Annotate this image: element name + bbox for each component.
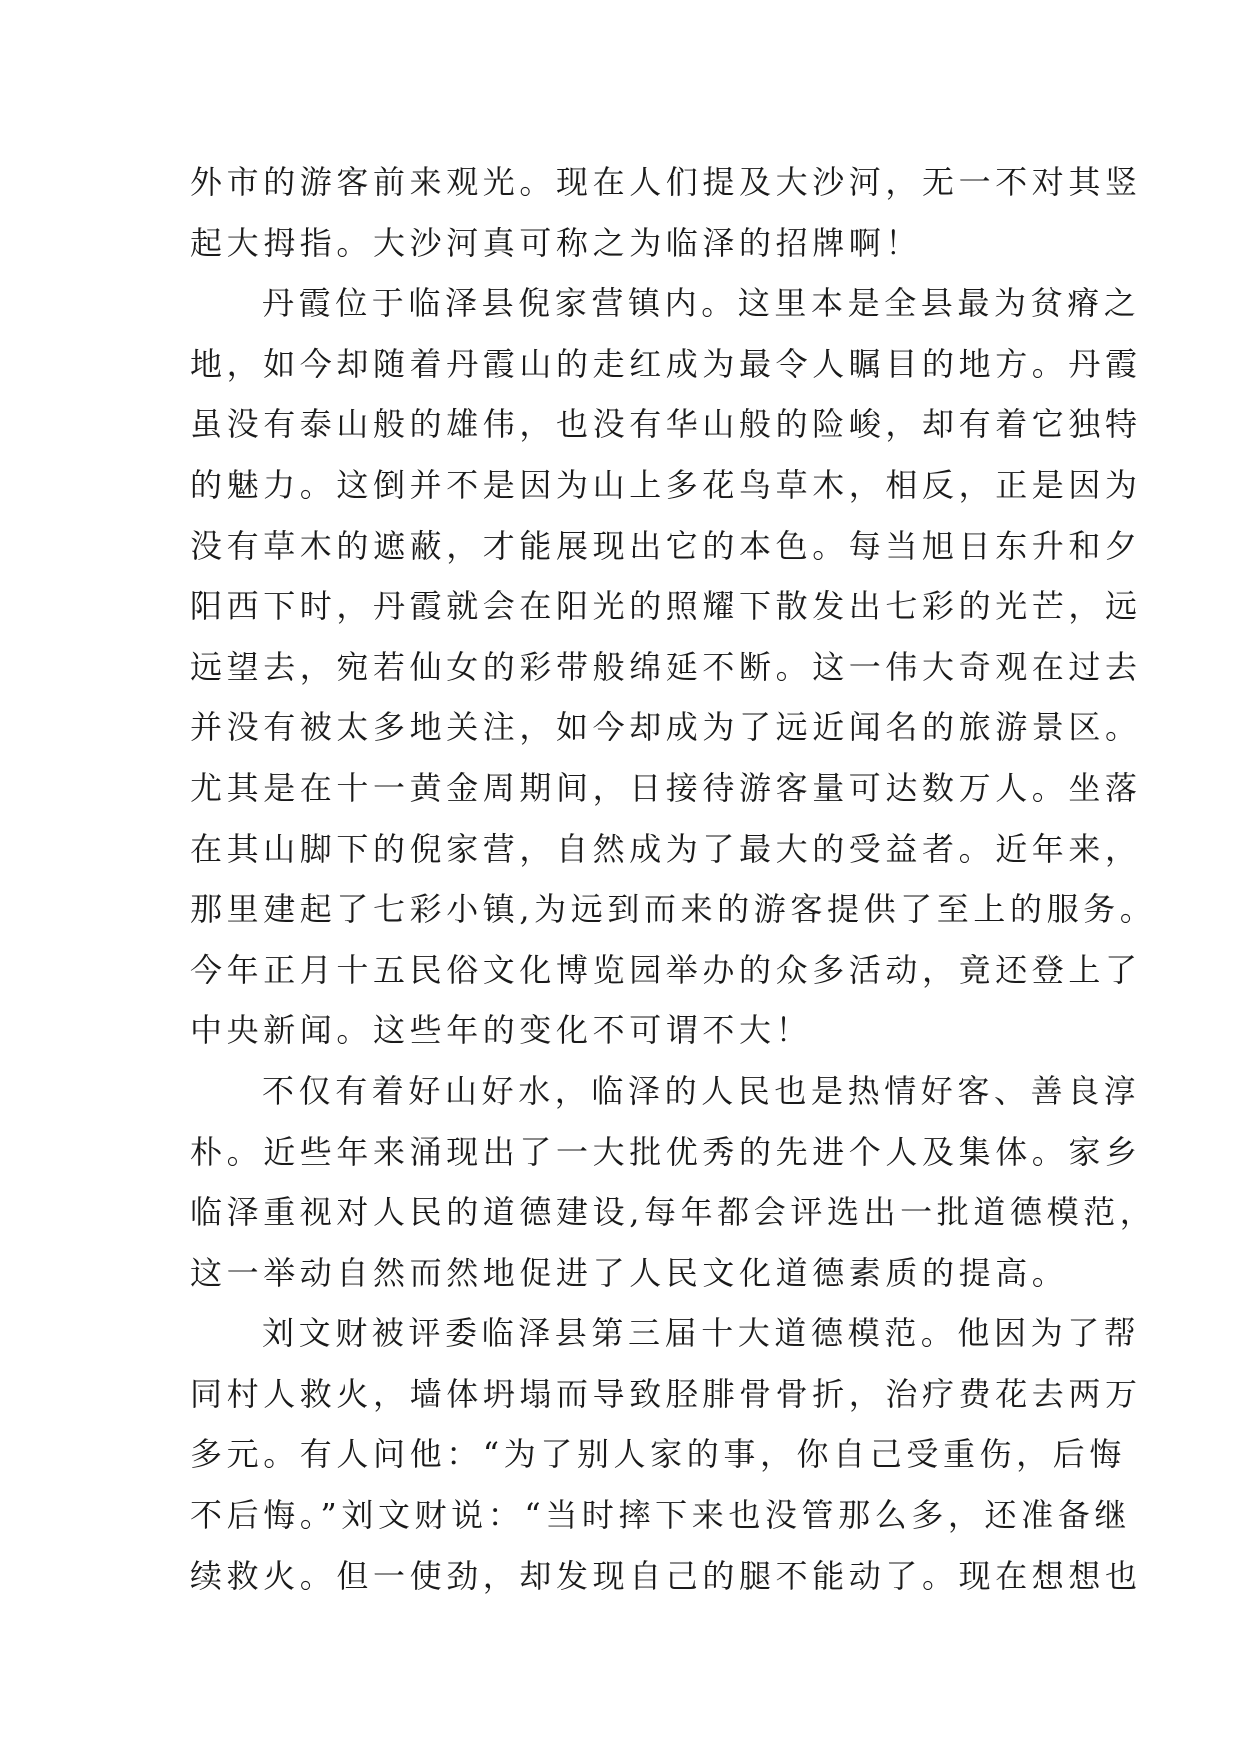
text-line: 的魅力。这倒并不是因为山上多花鸟草木，相反，正是因为 xyxy=(190,465,1142,504)
paragraph-first-line: 刘文财被评委临泽县第三届十大道德模范。他因为了帮 xyxy=(262,1314,1141,1353)
text-line: 外市的游客前来观光。现在人们提及大沙河，无一不对其竖 xyxy=(190,163,1142,201)
text-line: 在其山脚下的倪家营，自然成为了最大的受益者。近年来， xyxy=(190,829,1142,868)
text-line: 尤其是在十一黄金周期间，日接待游客量可达数万人。坐落 xyxy=(190,768,1142,807)
text-line: 中央新闻。这些年的变化不可谓不大！ xyxy=(190,1011,813,1050)
text-line: 虽没有泰山般的雄伟，也没有华山般的险峻，却有着它独特 xyxy=(190,405,1142,444)
text-line: 同村人救火，墙体坍塌而导致胫腓骨骨折，治疗费花去两万 xyxy=(190,1374,1142,1413)
text-line: 那里建起了七彩小镇,为远到而来的游客提供了至上的服务。 xyxy=(190,890,1157,929)
text-line: 起大拇指。大沙河真可称之为临泽的招牌啊！ xyxy=(190,223,923,262)
text-line: 临泽重视对人民的道德建设,每年都会评选出一批道德模范， xyxy=(190,1193,1157,1232)
text-line: 不后悔。”刘文财说：“当时摔下来也没管那么多，还准备继 xyxy=(190,1496,1131,1535)
text-line: 地，如今却随着丹霞山的走红成为最令人瞩目的地方。丹霞 xyxy=(190,344,1142,383)
text-line: 续救火。但一使劲，却发现自己的腿不能动了。现在想想也 xyxy=(190,1556,1142,1595)
text-line: 没有草木的遮蔽，才能展现出它的本色。每当旭日东升和夕 xyxy=(190,526,1142,565)
paragraph-first-line: 丹霞位于临泽县倪家营镇内。这里本是全县最为贫瘠之 xyxy=(262,284,1141,323)
text-line: 这一举动自然而然地促进了人民文化道德素质的提高。 xyxy=(190,1253,1069,1292)
document-body xyxy=(190,152,1157,1606)
text-line: 并没有被太多地关注，如今却成为了远近闻名的旅游景区。 xyxy=(190,708,1142,747)
paragraph-first-line: 不仅有着好山好水，临泽的人民也是热情好客、善良淳 xyxy=(262,1071,1141,1110)
text-line: 远望去，宛若仙女的彩带般绵延不断。这一伟大奇观在过去 xyxy=(190,647,1142,686)
text-line: 今年正月十五民俗文化博览园举办的众多活动，竟还登上了 xyxy=(190,950,1142,989)
text-line: 阳西下时，丹霞就会在阳光的照耀下散发出七彩的光芒，远 xyxy=(190,587,1142,626)
text-line: 多元。有人问他：“为了别人家的事，你自己受重伤，后悔 xyxy=(190,1435,1126,1474)
text-line: 朴。近些年来涌现出了一大批优秀的先进个人及集体。家乡 xyxy=(190,1132,1142,1171)
